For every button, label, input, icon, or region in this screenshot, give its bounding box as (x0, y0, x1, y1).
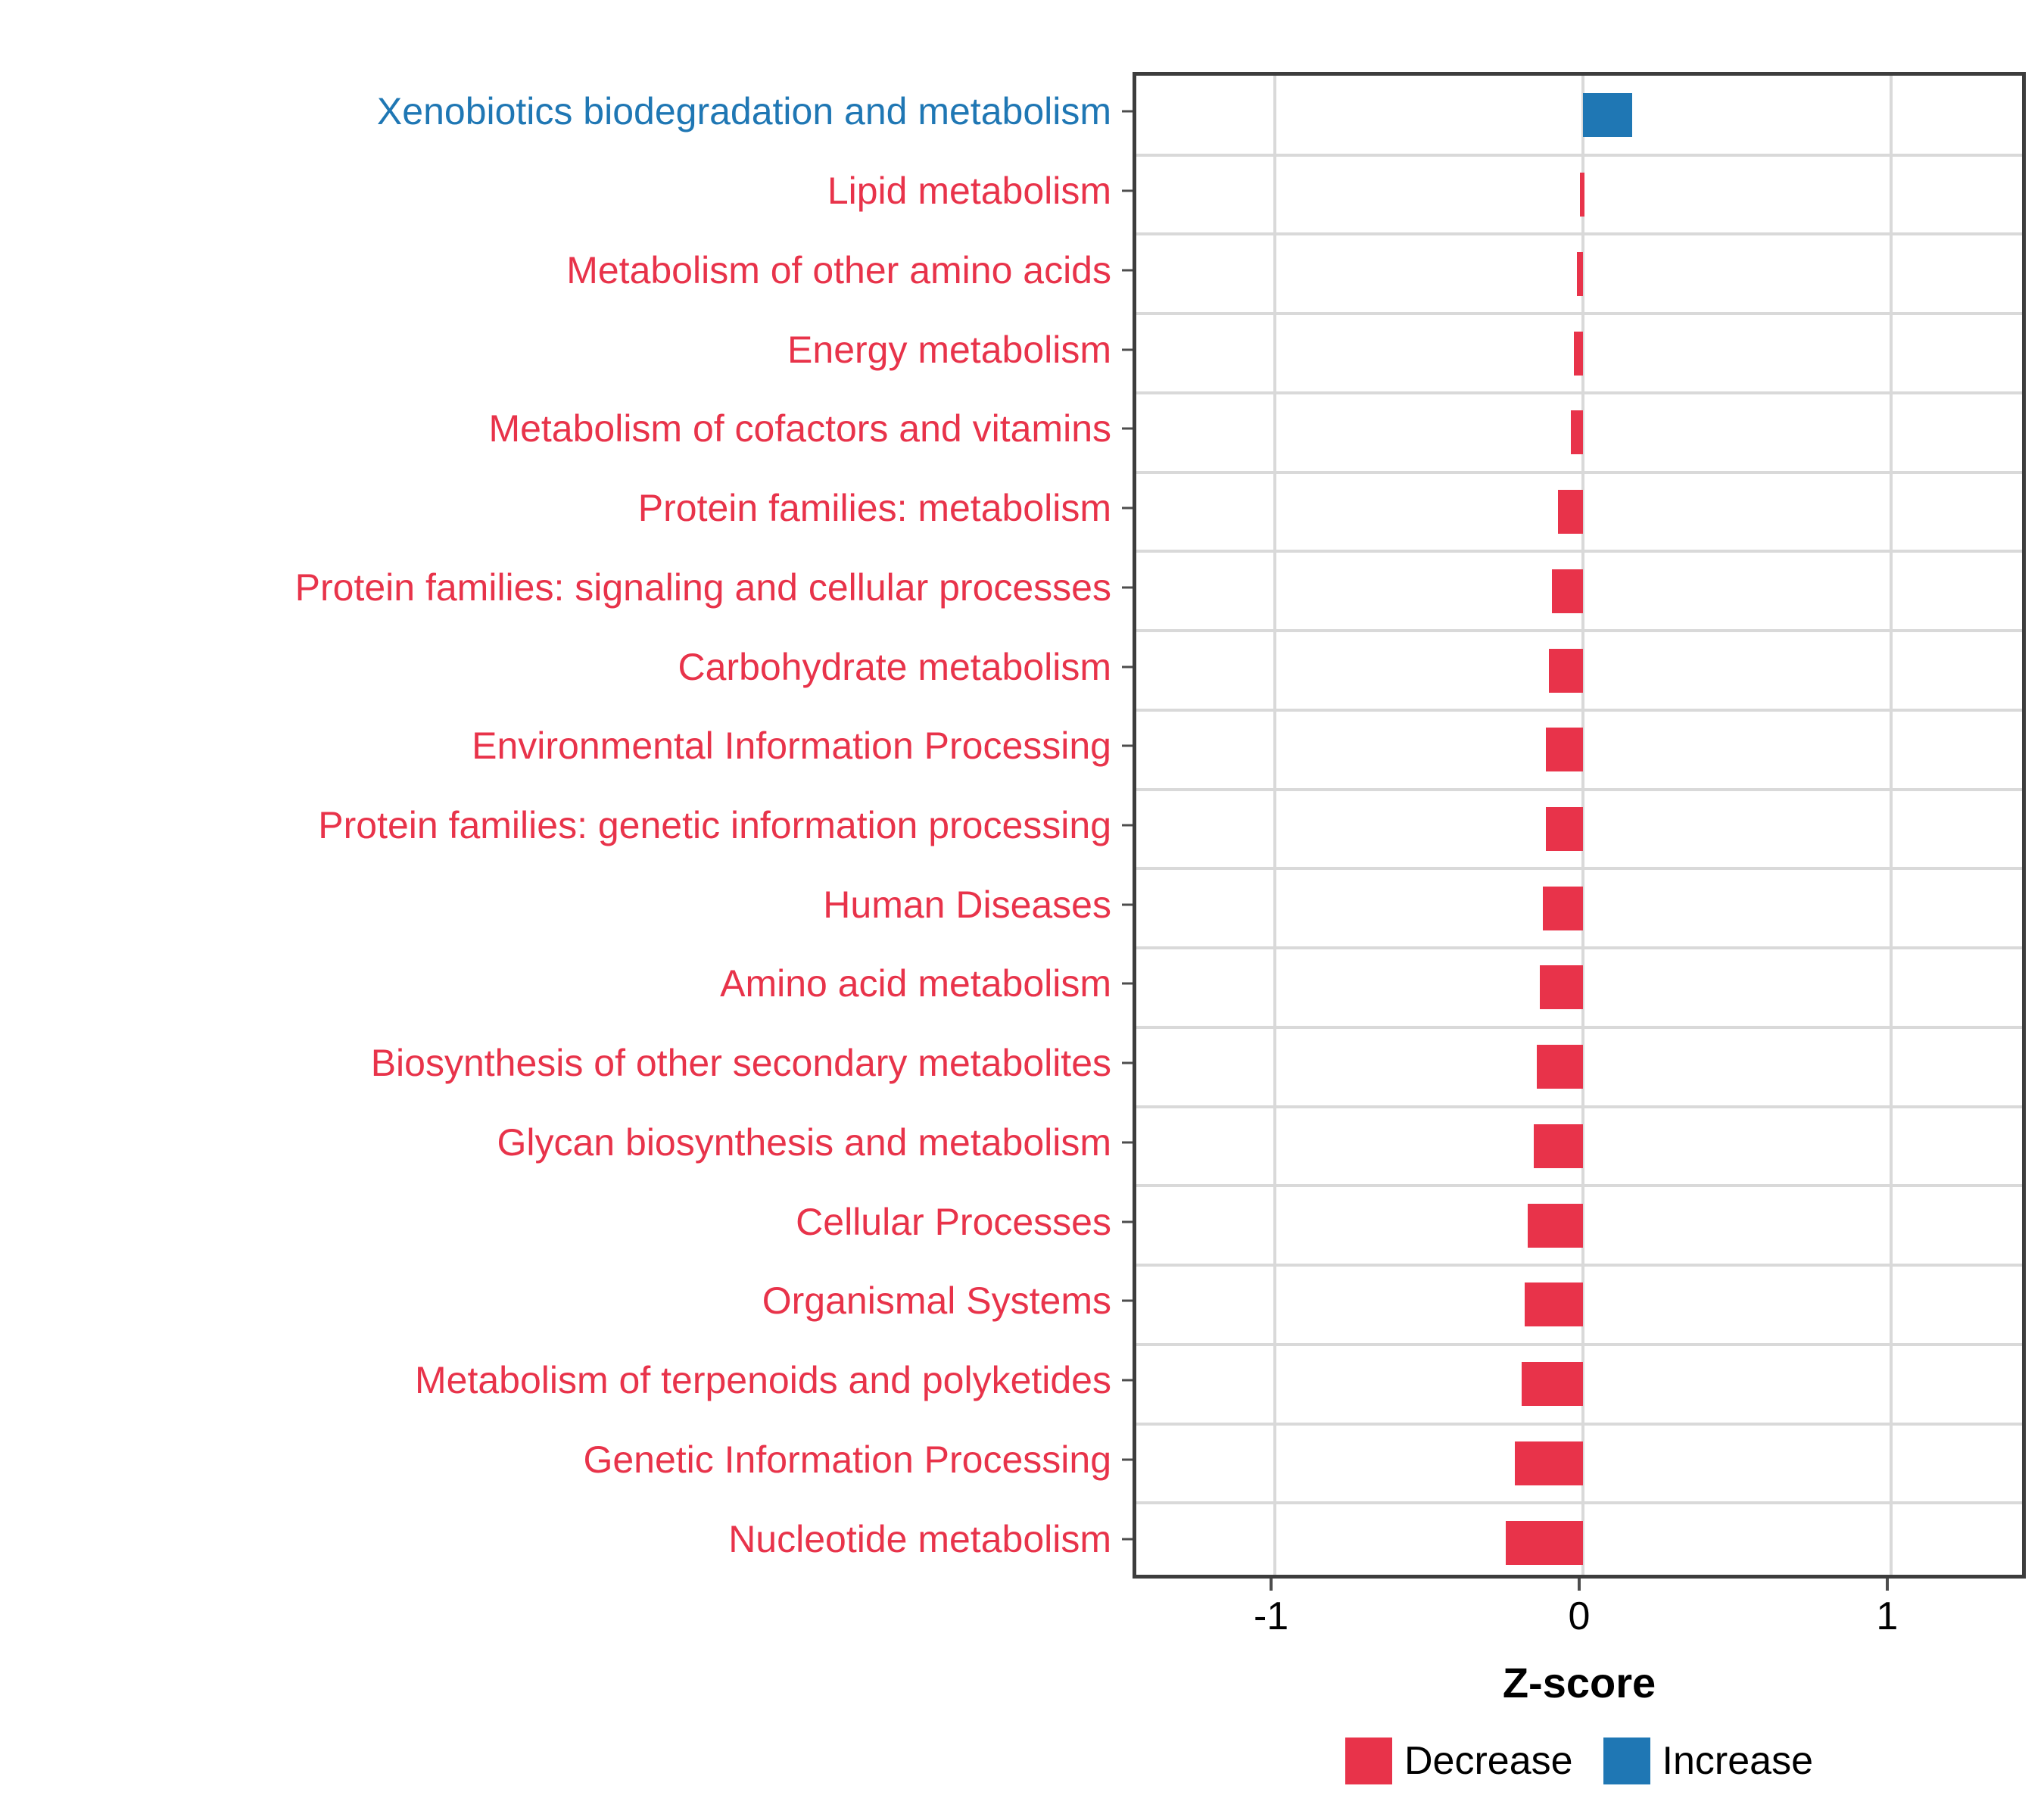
category-tick (1122, 111, 1133, 113)
x-tick-label: -1 (1253, 1594, 1289, 1638)
category-label: Glycan biosynthesis and metabolism (497, 1120, 1111, 1164)
category-label: Environmental Information Processing (472, 725, 1111, 768)
category-label: Carbohydrate metabolism (678, 645, 1111, 688)
category-tick (1122, 745, 1133, 747)
category-label: Protein families: genetic information processing (318, 804, 1111, 846)
category-tick (1122, 1458, 1133, 1460)
bar (1537, 1045, 1583, 1089)
category-tick (1122, 1300, 1133, 1302)
category-label: Biosynthesis of other secondary metabolites (370, 1042, 1111, 1085)
category-label: Organismal Systems (762, 1279, 1111, 1323)
category-label: Metabolism of other amino acids (566, 248, 1111, 291)
bar (1528, 1204, 1583, 1248)
category-label: Cellular Processes (796, 1200, 1111, 1243)
category-label: Energy metabolism (787, 328, 1111, 371)
bar (1515, 1441, 1583, 1485)
bar (1580, 173, 1584, 217)
bar (1522, 1362, 1583, 1406)
bar (1574, 332, 1583, 376)
x-tick (1270, 1579, 1273, 1591)
category-label: Protein families: metabolism (637, 487, 1111, 530)
category-label: Metabolism of terpenoids and polyketides (415, 1359, 1111, 1402)
x-tick (1578, 1579, 1581, 1591)
legend-swatch (1603, 1738, 1650, 1784)
legend-swatch (1345, 1738, 1392, 1784)
legend-label: Decrease (1404, 1739, 1573, 1783)
category-tick (1122, 1141, 1133, 1143)
legend-label: Increase (1662, 1739, 1813, 1783)
category-tick (1122, 665, 1133, 668)
category-tick (1122, 824, 1133, 827)
category-tick (1122, 507, 1133, 510)
x-axis-title: Z-score (1502, 1659, 1656, 1706)
category-tick (1122, 903, 1133, 905)
legend-item (1603, 1738, 1813, 1784)
category-label: Lipid metabolism (827, 170, 1111, 213)
category-tick (1122, 1538, 1133, 1540)
legend-item (1345, 1738, 1573, 1784)
category-label: Metabolism of cofactors and vitamins (488, 407, 1111, 450)
category-tick (1122, 190, 1133, 192)
category-tick (1122, 1220, 1133, 1223)
category-tick (1122, 586, 1133, 588)
category-label: Genetic Information Processing (583, 1438, 1111, 1481)
category-tick (1122, 348, 1133, 351)
category-label: Nucleotide metabolism (728, 1517, 1111, 1560)
bar (1534, 1124, 1583, 1168)
bar (1583, 93, 1632, 137)
bar (1506, 1521, 1583, 1565)
x-tick (1886, 1579, 1889, 1591)
bar (1540, 965, 1583, 1009)
bar (1549, 649, 1583, 693)
bar (1525, 1282, 1583, 1326)
x-tick-label: 1 (1876, 1594, 1899, 1638)
category-label: Human Diseases (823, 883, 1111, 926)
bar (1546, 807, 1583, 851)
category-label: Protein families: signaling and cellular processes (294, 566, 1111, 609)
plot-panel (1133, 72, 2026, 1579)
bar (1577, 252, 1583, 296)
category-label: Amino acid metabolism (720, 962, 1111, 1005)
category-tick (1122, 428, 1133, 430)
category-tick (1122, 269, 1133, 271)
x-tick-label: 0 (1568, 1594, 1591, 1638)
category-tick (1122, 1062, 1133, 1064)
category-label: Xenobiotics biodegradation and metabolism (376, 90, 1111, 133)
bar (1571, 410, 1583, 454)
x-axis (1133, 1579, 2026, 1669)
chart-legend (1133, 1738, 2026, 1784)
category-tick (1122, 1379, 1133, 1382)
gridline-vertical (1890, 76, 1893, 1575)
category-axis-labels (0, 72, 1128, 1579)
category-tick (1122, 983, 1133, 985)
bar (1558, 490, 1583, 534)
bar (1552, 569, 1583, 613)
gridline-vertical (1273, 76, 1276, 1575)
bar (1546, 728, 1583, 771)
bar (1543, 887, 1583, 930)
